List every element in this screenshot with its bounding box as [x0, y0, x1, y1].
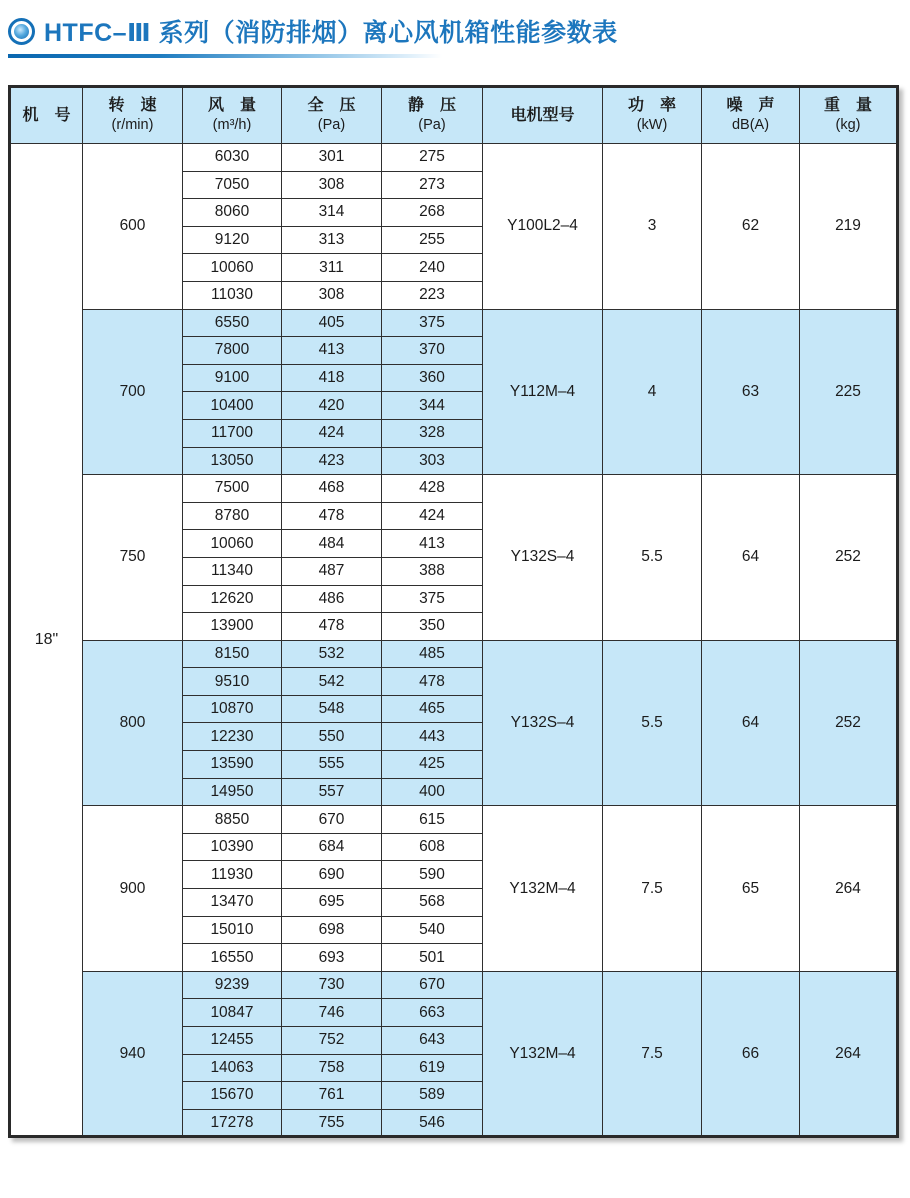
total-pressure-cell: 418 [282, 364, 382, 392]
static-pressure-cell: 568 [382, 889, 483, 917]
machine-no-cell: 18" [10, 144, 83, 1137]
total-pressure-cell: 761 [282, 1082, 382, 1110]
airflow-cell: 16550 [183, 944, 282, 972]
column-header-power: 功 率 (kW) [603, 87, 702, 144]
total-pressure-cell: 478 [282, 502, 382, 530]
table-row [10, 309, 898, 337]
airflow-cell: 8150 [183, 640, 282, 668]
weight-cell: 219 [800, 144, 898, 310]
total-pressure-cell: 695 [282, 889, 382, 917]
motor-model-cell: Y112M–4 [483, 309, 603, 475]
airflow-cell: 11030 [183, 281, 282, 309]
noise-cell: 62 [702, 144, 800, 310]
airflow-cell: 13050 [183, 447, 282, 475]
airflow-cell: 11700 [183, 419, 282, 447]
static-pressure-cell: 255 [382, 226, 483, 254]
static-pressure-cell: 350 [382, 613, 483, 641]
page-title: HTFC–Ⅲ 系列（消防排烟）离心风机箱性能参数表 [44, 19, 618, 47]
column-header-speed: 转 速 (r/min) [83, 87, 183, 144]
airflow-cell: 10400 [183, 392, 282, 420]
static-pressure-cell: 485 [382, 640, 483, 668]
power-cell: 5.5 [603, 475, 702, 641]
static-pressure-cell: 400 [382, 778, 483, 806]
airflow-cell: 7050 [183, 171, 282, 199]
total-pressure-cell: 684 [282, 833, 382, 861]
bullseye-icon [8, 18, 35, 45]
total-pressure-cell: 542 [282, 668, 382, 696]
static-pressure-cell: 303 [382, 447, 483, 475]
airflow-cell: 8060 [183, 199, 282, 227]
static-pressure-cell: 344 [382, 392, 483, 420]
power-cell: 4 [603, 309, 702, 475]
airflow-cell: 10847 [183, 999, 282, 1027]
static-pressure-cell: 424 [382, 502, 483, 530]
column-header-noise: 噪 声 dB(A) [702, 87, 800, 144]
motor-model-cell: Y100L2–4 [483, 144, 603, 310]
airflow-cell: 12620 [183, 585, 282, 613]
airflow-cell: 14063 [183, 1054, 282, 1082]
static-pressure-cell: 540 [382, 916, 483, 944]
static-pressure-cell: 643 [382, 1027, 483, 1055]
speed-cell: 750 [83, 475, 183, 641]
total-pressure-cell: 755 [282, 1109, 382, 1137]
table-row [10, 640, 898, 668]
noise-cell: 66 [702, 971, 800, 1137]
airflow-cell: 9120 [183, 226, 282, 254]
total-pressure-cell: 308 [282, 171, 382, 199]
static-pressure-cell: 619 [382, 1054, 483, 1082]
column-header-weight: 重 量 (kg) [800, 87, 898, 144]
total-pressure-cell: 413 [282, 337, 382, 365]
static-pressure-cell: 375 [382, 585, 483, 613]
airflow-cell: 13590 [183, 751, 282, 779]
airflow-cell: 8850 [183, 806, 282, 834]
airflow-cell: 6030 [183, 144, 282, 172]
total-pressure-cell: 313 [282, 226, 382, 254]
weight-cell: 252 [800, 475, 898, 641]
static-pressure-cell: 428 [382, 475, 483, 503]
static-pressure-cell: 663 [382, 999, 483, 1027]
table-row [10, 806, 898, 834]
power-cell: 5.5 [603, 640, 702, 806]
static-pressure-cell: 608 [382, 833, 483, 861]
column-header-motor-model: 电机型号 [483, 87, 603, 144]
total-pressure-cell: 405 [282, 309, 382, 337]
total-pressure-cell: 758 [282, 1054, 382, 1082]
total-pressure-cell: 548 [282, 695, 382, 723]
static-pressure-cell: 501 [382, 944, 483, 972]
total-pressure-cell: 424 [282, 419, 382, 447]
total-pressure-cell: 487 [282, 557, 382, 585]
airflow-cell: 10390 [183, 833, 282, 861]
weight-cell: 264 [800, 806, 898, 972]
performance-table [8, 85, 899, 1138]
total-pressure-cell: 752 [282, 1027, 382, 1055]
total-pressure-cell: 670 [282, 806, 382, 834]
airflow-cell: 13470 [183, 889, 282, 917]
static-pressure-cell: 240 [382, 254, 483, 282]
table-body [10, 144, 898, 1137]
total-pressure-cell: 693 [282, 944, 382, 972]
total-pressure-cell: 314 [282, 199, 382, 227]
total-pressure-cell: 698 [282, 916, 382, 944]
static-pressure-cell: 425 [382, 751, 483, 779]
airflow-cell: 9100 [183, 364, 282, 392]
airflow-cell: 8780 [183, 502, 282, 530]
motor-model-cell: Y132M–4 [483, 806, 603, 972]
total-pressure-cell: 308 [282, 281, 382, 309]
total-pressure-cell: 555 [282, 751, 382, 779]
airflow-cell: 15670 [183, 1082, 282, 1110]
static-pressure-cell: 546 [382, 1109, 483, 1137]
table-header-row [10, 87, 898, 144]
airflow-cell: 9510 [183, 668, 282, 696]
airflow-cell: 10060 [183, 530, 282, 558]
static-pressure-cell: 273 [382, 171, 483, 199]
column-header-total-pressure: 全 压 (Pa) [282, 87, 382, 144]
airflow-cell: 7800 [183, 337, 282, 365]
title-underline [8, 54, 442, 58]
airflow-cell: 12230 [183, 723, 282, 751]
static-pressure-cell: 615 [382, 806, 483, 834]
airflow-cell: 11930 [183, 861, 282, 889]
static-pressure-cell: 370 [382, 337, 483, 365]
total-pressure-cell: 730 [282, 971, 382, 999]
static-pressure-cell: 223 [382, 281, 483, 309]
airflow-cell: 17278 [183, 1109, 282, 1137]
speed-cell: 600 [83, 144, 183, 310]
noise-cell: 64 [702, 475, 800, 641]
total-pressure-cell: 478 [282, 613, 382, 641]
total-pressure-cell: 690 [282, 861, 382, 889]
airflow-cell: 11340 [183, 557, 282, 585]
airflow-cell: 10060 [183, 254, 282, 282]
static-pressure-cell: 360 [382, 364, 483, 392]
total-pressure-cell: 532 [282, 640, 382, 668]
airflow-cell: 9239 [183, 971, 282, 999]
table-row [10, 971, 898, 999]
speed-cell: 700 [83, 309, 183, 475]
airflow-cell: 13900 [183, 613, 282, 641]
speed-cell: 940 [83, 971, 183, 1137]
static-pressure-cell: 375 [382, 309, 483, 337]
static-pressure-cell: 478 [382, 668, 483, 696]
total-pressure-cell: 746 [282, 999, 382, 1027]
column-header-static-pressure: 静 压 (Pa) [382, 87, 483, 144]
table-row [10, 475, 898, 503]
motor-model-cell: Y132M–4 [483, 971, 603, 1137]
motor-model-cell: Y132S–4 [483, 475, 603, 641]
static-pressure-cell: 589 [382, 1082, 483, 1110]
airflow-cell: 15010 [183, 916, 282, 944]
static-pressure-cell: 413 [382, 530, 483, 558]
airflow-cell: 10870 [183, 695, 282, 723]
static-pressure-cell: 670 [382, 971, 483, 999]
total-pressure-cell: 420 [282, 392, 382, 420]
total-pressure-cell: 468 [282, 475, 382, 503]
motor-model-cell: Y132S–4 [483, 640, 603, 806]
weight-cell: 264 [800, 971, 898, 1137]
total-pressure-cell: 423 [282, 447, 382, 475]
speed-cell: 900 [83, 806, 183, 972]
noise-cell: 63 [702, 309, 800, 475]
total-pressure-cell: 486 [282, 585, 382, 613]
noise-cell: 65 [702, 806, 800, 972]
airflow-cell: 14950 [183, 778, 282, 806]
power-cell: 7.5 [603, 971, 702, 1137]
total-pressure-cell: 557 [282, 778, 382, 806]
airflow-cell: 6550 [183, 309, 282, 337]
total-pressure-cell: 550 [282, 723, 382, 751]
weight-cell: 252 [800, 640, 898, 806]
noise-cell: 64 [702, 640, 800, 806]
static-pressure-cell: 590 [382, 861, 483, 889]
power-cell: 3 [603, 144, 702, 310]
speed-cell: 800 [83, 640, 183, 806]
table-header [10, 87, 898, 144]
static-pressure-cell: 443 [382, 723, 483, 751]
static-pressure-cell: 465 [382, 695, 483, 723]
table-row [10, 144, 898, 172]
static-pressure-cell: 268 [382, 199, 483, 227]
airflow-cell: 7500 [183, 475, 282, 503]
static-pressure-cell: 388 [382, 557, 483, 585]
power-cell: 7.5 [603, 806, 702, 972]
column-header-machine-no: 机 号 [10, 87, 83, 144]
airflow-cell: 12455 [183, 1027, 282, 1055]
bullseye-icon-core [14, 24, 29, 39]
static-pressure-cell: 275 [382, 144, 483, 172]
static-pressure-cell: 328 [382, 419, 483, 447]
total-pressure-cell: 484 [282, 530, 382, 558]
column-header-airflow: 风 量 (m³/h) [183, 87, 282, 144]
total-pressure-cell: 311 [282, 254, 382, 282]
weight-cell: 225 [800, 309, 898, 475]
total-pressure-cell: 301 [282, 144, 382, 172]
page-header [0, 0, 910, 49]
